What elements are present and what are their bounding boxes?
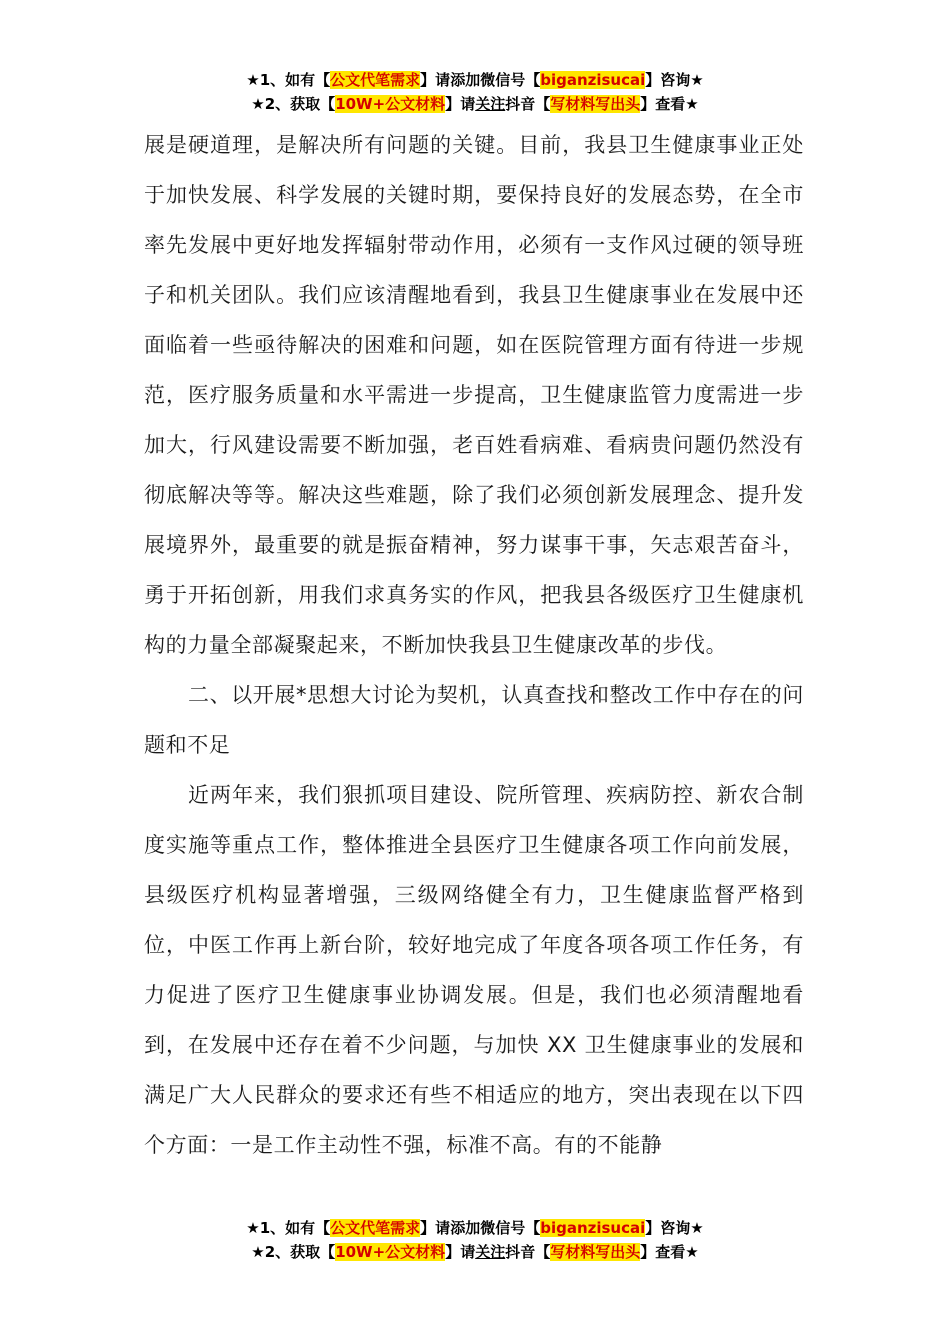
banner-highlight: biganzisucai: [540, 71, 646, 89]
banner-text: 】请: [420, 1219, 451, 1237]
paragraph: 近两年来，我们狠抓项目建设、院所管理、疾病防控、新农合制度实施等重点工作，整体推进全县医疗卫生健康各项工作向前发展，县级医疗机构显著增强，三级网络健全有力，卫生健康监督严格到位，中医工作再上新台阶，较好地完成了年度各项各项工作任务，有力促进了医疗卫生健康事业协调发展。但是，我们也必须清醒地看到，在发展中还存在着不少问题，与加快 XX 卫生健康事业的发展和满足广大人民群众的要求还有些不相适应的地方，突出表现在以下四个方面：一是工作主动性不强，标准不高。有的不能静: [144, 783, 804, 1157]
banner-text: ★2、获取【: [251, 1243, 336, 1261]
footer-banner: [0, 1216, 950, 1264]
header-banner: [0, 68, 950, 116]
banner-highlight: 公文代笔需求: [330, 71, 421, 89]
banner-text: 】查看★: [640, 1243, 699, 1261]
banner-emphasis: 添加: [450, 1219, 481, 1237]
banner-text: 】请: [445, 1243, 476, 1261]
banner-text: 】查看★: [640, 95, 699, 113]
banner-line-2: [0, 1240, 950, 1264]
document-body: [144, 120, 804, 1170]
banner-text: ★1、如有【: [246, 1219, 331, 1237]
banner-line-1: [0, 1216, 950, 1240]
banner-emphasis: 关注: [475, 95, 506, 113]
banner-text: 微信号【: [480, 71, 541, 89]
banner-line-2: [0, 92, 950, 116]
banner-text: ★2、获取【: [251, 95, 336, 113]
paragraph: 展是硬道理，是解决所有问题的关键。目前，我县卫生健康事业正处于加快发展、科学发展的关键时期，要保持良好的发展态势，在全市率先发展中更好地发挥辐射带动作用，必须有一支作风过硬的领导班子和机关团队。我们应该清醒地看到，我县卫生健康事业在发展中还面临着一些亟待解决的困难和问题，如在医院管理方面有待进一步规范，医疗服务质量和水平需进一步提高，卫生健康监管力度需进一步加大，行风建设需要不断加强，老百姓看病难、看病贵问题仍然没有彻底解决等等。解决这些难题，除了我们必须创新发展理念、提升发展境界外，最重要的就是振奋精神，努力谋事干事，矢志艰苦奋斗，勇于开拓创新，用我们求真务实的作风，把我县各级医疗卫生健康机构的力量全部凝聚起来，不断加快我县卫生健康改革的步伐。: [144, 133, 804, 657]
banner-text: 】请: [420, 71, 451, 89]
banner-highlight: biganzisucai: [540, 1219, 646, 1237]
banner-highlight: 10W+公文材料: [335, 1243, 446, 1261]
banner-highlight: 写材料写出头: [550, 1243, 641, 1261]
banner-text: 】咨询★: [645, 71, 704, 89]
banner-text: 】咨询★: [645, 1219, 704, 1237]
banner-text: 微信号【: [480, 1219, 541, 1237]
section-heading: 二、以开展*思想大讨论为契机，认真查找和整改工作中存在的问题和不足: [144, 683, 804, 757]
banner-highlight: 写材料写出头: [550, 95, 641, 113]
banner-emphasis: 关注: [475, 1243, 506, 1261]
banner-text: 抖音【: [505, 95, 551, 113]
banner-text: 抖音【: [505, 1243, 551, 1261]
banner-line-1: [0, 68, 950, 92]
banner-text: ★1、如有【: [246, 71, 331, 89]
banner-text: 】请: [445, 95, 476, 113]
banner-emphasis: 添加: [450, 71, 481, 89]
banner-highlight: 公文代笔需求: [330, 1219, 421, 1237]
banner-highlight: 10W+公文材料: [335, 95, 446, 113]
